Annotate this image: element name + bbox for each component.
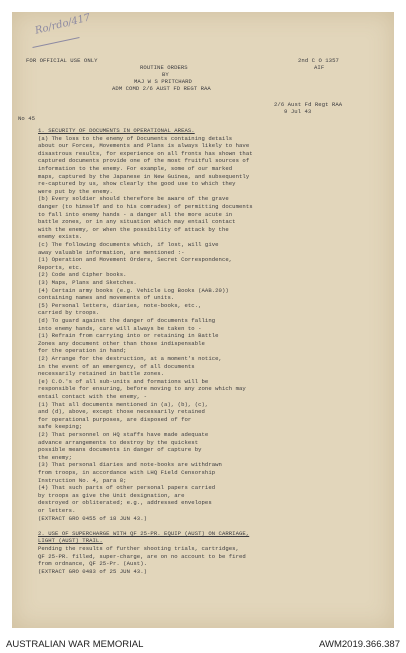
body-line: (d) To guard against the danger of documents falling xyxy=(38,317,216,324)
body-line: 1. SECURITY OF DOCUMENTS IN OPERATIONAL AREAS. xyxy=(38,127,195,134)
handwritten-note: Ro/rdo/417 xyxy=(34,12,92,37)
body-line: to fall into enemy hands - a danger all the more acute in xyxy=(38,210,233,218)
body-line: by troops as give the Unit designation, are xyxy=(38,491,185,499)
body-line: destroyed or obliterated; e.g., addressed envelopes xyxy=(38,499,212,507)
body-line: advance arrangements to destroy by the quickest xyxy=(38,438,199,446)
reference-number: 2nd C O 1357 xyxy=(298,57,339,64)
body-line: in the event of an emergency, of all documents xyxy=(38,362,195,370)
body-line: with the enemy, or when the possibility of attack by the xyxy=(38,225,229,233)
body-line: (a) The loss to the enemy of Documents containing details xyxy=(38,134,233,142)
body-line: QF 25-PR. filled, super-charge, are on no account to be fired xyxy=(38,552,246,560)
body-line: (e) C.O.'s of all sub-units and formations will be xyxy=(38,377,209,385)
body-line: 2. USE OF SUPERCHARGE WITH QF 25-PR. EQUIP (AUST) ON CARRIAGE, xyxy=(38,529,250,537)
body-line: safe keeping; xyxy=(38,423,83,431)
body-line: for operational purposes, are disposed of for xyxy=(38,415,192,423)
body-line: and (d), above, except those necessarily retained xyxy=(38,408,205,416)
body-line: Zones any document other than those indispensable xyxy=(38,339,205,347)
body-line: (2) That personnel on HQ staffs have made adequate xyxy=(38,431,209,438)
body-line: (4) Certain army books (e.g. Vehicle Log Books (AAB.20)) xyxy=(38,286,229,294)
archive-name: AUSTRALIAN WAR MEMORIAL xyxy=(6,639,144,650)
body-line: Reports, etc. xyxy=(38,263,83,271)
body-line: away valuable information, are mentioned :- xyxy=(38,248,185,256)
body-line: responsible for ensuring, before moving to any zone which may xyxy=(38,385,246,393)
body-line: LIGHT (AUST) TRAIL. xyxy=(38,537,103,545)
orders-command: ADM COMD 2/6 AUST FD REGT RAA xyxy=(112,85,211,92)
body-line: (5) Personal letters, diaries, note-books, etc., xyxy=(38,301,202,309)
body-line: possible means documents in danger of capture by xyxy=(38,446,202,454)
body-line: (EXTRACT GRO 0455 of 18 JUN 43.) xyxy=(38,514,148,522)
body-line: (b) Every soldier should therefore be aware of the grave xyxy=(38,195,229,203)
body-line: (c) The following documents which, if lost, will give xyxy=(38,241,219,248)
handwritten-underline xyxy=(32,37,79,48)
body-line: were put by the enemy. xyxy=(38,187,113,195)
body-line: information to the enemy. For example, some of our marked xyxy=(38,165,233,172)
body-line: entail contact with the enemy, - xyxy=(38,393,148,400)
orders-by: BY xyxy=(162,71,169,78)
date-line: 9 Jul 43 xyxy=(284,108,312,115)
body-line: enemy exists. xyxy=(38,233,83,241)
archive-footer xyxy=(0,634,406,653)
unit-line: 2/6 Aust Fd Regt RAA xyxy=(274,101,343,108)
body-line: (1) That all documents mentioned in (a), (b), (c), xyxy=(38,400,209,408)
body-line: necessarily retained in battle zones. xyxy=(38,370,165,378)
body-line: from troops, in accordance with LHQ Field Censorship xyxy=(38,469,216,476)
body-line: (1) Operation and Movement Orders, Secret Correspondence, xyxy=(38,256,233,264)
archive-reference: AWM2019.366.387 xyxy=(319,639,400,650)
body-line: (2) Arrange for the destruction, at a moment's notice, xyxy=(38,355,222,362)
body-line: battle zones, or in any situation which may entail contact xyxy=(38,218,236,226)
body-line: disastrous results, for experience on all fronts has shown that xyxy=(38,149,253,157)
body-line: maps, captured by the Japanese in New Guinea, and subsequently xyxy=(38,172,250,180)
orders-author: MAJ W S PRITCHARD xyxy=(134,78,192,85)
body-line: (2) Code and Cipher books. xyxy=(38,271,127,279)
body-line: danger (to himself and to his comrades) of permitting documents xyxy=(38,203,253,210)
body-line: (4) That such parts of other personal papers carried xyxy=(38,484,216,492)
body-line: (EXTRACT GRO 0483 of 25 JUN 43.) xyxy=(38,567,148,575)
body-line: Instruction No. 4, para 8; xyxy=(38,476,127,484)
body-line: (3) That personal diaries and note-books are withdrawn xyxy=(38,461,222,469)
body-line: about our Forces, Movements and Plans is always likely to have xyxy=(38,142,250,150)
body-line: or letters. xyxy=(38,507,76,514)
body-line: into enemy hands, care will always be taken to - xyxy=(38,324,202,332)
body-line: containing names and movements of units. xyxy=(38,294,175,302)
document-page xyxy=(12,12,394,628)
body-line: (3) Maps, Plans and Sketches. xyxy=(38,279,137,286)
body-line: captured documents provide one of the most fruitful sources of xyxy=(38,157,250,165)
body-line: re-captured by us, show clearly the good use to which they xyxy=(38,180,236,188)
order-number: No 45 xyxy=(18,115,36,122)
body-line: the enemy; xyxy=(38,453,73,461)
body-line: carried by troops. xyxy=(38,309,100,317)
body-line: for the operation in hand; xyxy=(38,347,127,355)
body-line: from ordnance, QF 25-Pr. (Aust). xyxy=(38,560,148,568)
reference-suffix: AIF xyxy=(314,64,325,71)
body-line: Pending the results of further shooting trials, cartridges, xyxy=(38,545,240,552)
body-line: (1) Refrain from carrying into or retaining in Battle xyxy=(38,332,219,340)
orders-title: ROUTINE ORDERS xyxy=(140,64,188,71)
classification-label: FOR OFFICIAL USE ONLY xyxy=(26,57,98,64)
